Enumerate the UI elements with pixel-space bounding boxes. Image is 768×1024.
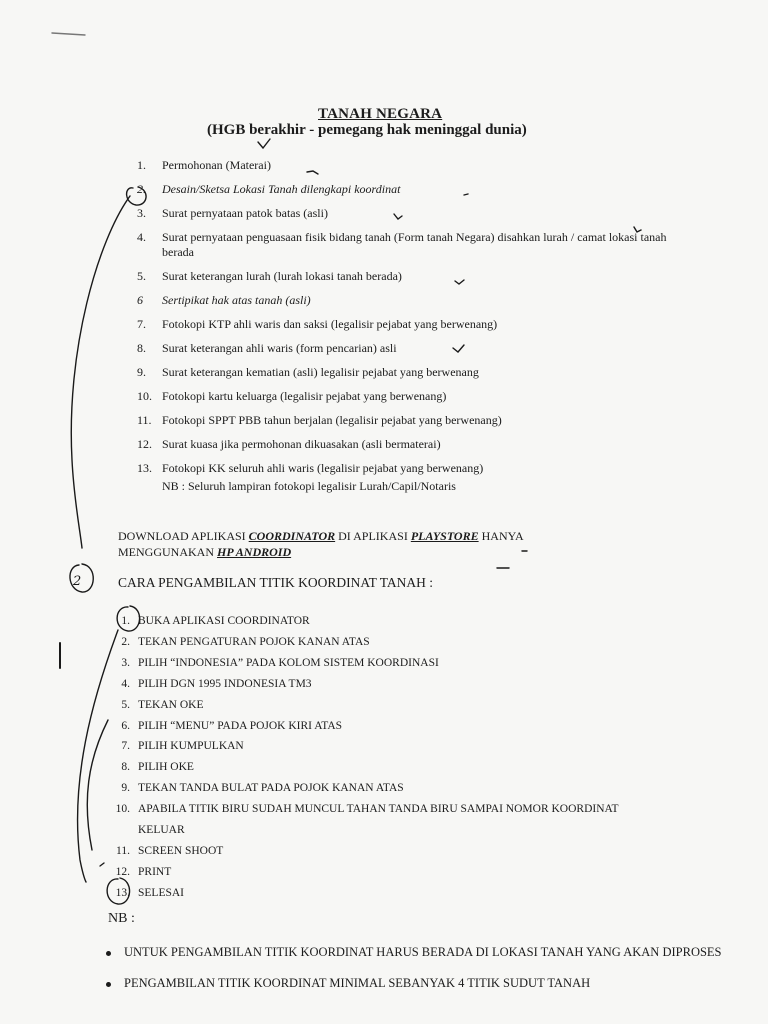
- step-text: TEKAN OKE: [138, 698, 204, 711]
- step-number: 10.: [115, 803, 130, 816]
- step-number: 13.: [115, 886, 130, 899]
- bracket-line: [71, 196, 130, 548]
- step-number: 12.: [115, 865, 130, 878]
- device-name: HP ANDROID: [217, 544, 292, 559]
- item-number: 13.: [137, 461, 152, 475]
- step-bracket-line-2: [87, 720, 108, 850]
- check-mark-icon: [307, 171, 318, 174]
- item-text: Surat keterangan kematian (asli) legalisir pejabat yang berwenang: [162, 365, 479, 379]
- download-text-1: DOWNLOAD APLIKASI: [118, 529, 249, 543]
- step-bracket-line: [78, 630, 118, 882]
- step-number: 11.: [116, 844, 130, 857]
- check-mark-icon: [258, 139, 270, 148]
- step-number: 8.: [121, 761, 130, 774]
- step-text: BUKA APLIKASI COORDINATOR: [138, 615, 310, 627]
- step-number: 9.: [121, 782, 130, 795]
- step-text: PILIH OKE: [138, 761, 194, 774]
- lampiran-note: NB : Seluruh lampiran fotokopi legalisir Lurah/Capil/Notaris: [162, 479, 456, 493]
- item-text: Sertipikat hak atas tanah (asli): [162, 293, 311, 307]
- item-text: Fotokopi SPPT PBB tahun berjalan (legalisir pejabat yang berwenang): [162, 413, 502, 427]
- note-item: UNTUK PENGAMBILAN TITIK KOORDINAT HARUS BERADA DI LOKASI TANAH YANG AKAN DIPROSES: [104, 942, 724, 963]
- step-13-circle: [107, 878, 129, 904]
- step-text: SELESAI: [138, 886, 184, 899]
- page-title: TANAH NEGARA: [318, 106, 443, 122]
- step-number: 1.: [121, 615, 130, 627]
- step-number: 3.: [121, 656, 130, 669]
- item-text: Fotokopi KTP ahli waris dan saksi (legalisir pejabat yang berwenang): [162, 317, 498, 331]
- step-text: APABILA TITIK BIRU SUDAH MUNCUL TAHAN TANDA BIRU SAMPAI NOMOR KOORDINAT KELUAR: [138, 803, 619, 837]
- check-mark-icon: [394, 214, 402, 219]
- item-text: Desain/Sketsa Lokasi Tanah dilengkapi koordinat: [162, 182, 401, 196]
- step-text: PILIH “MENU” PADA POJOK KIRI ATAS: [138, 719, 343, 732]
- page-subtitle: (HGB berakhir - pemegang hak meninggal dunia): [207, 122, 527, 138]
- item-number: 3.: [137, 206, 146, 220]
- store-name: PLAYSTORE: [410, 529, 479, 543]
- step-text: SCREEN SHOOT: [138, 844, 224, 857]
- item-number: 8.: [137, 341, 146, 355]
- dash-mark: [100, 863, 104, 866]
- step-number: 5.: [121, 698, 130, 711]
- item-number: 9.: [137, 365, 146, 379]
- item-text: Fotokopi kartu keluarga (legalisir pejabat yang berwenang): [162, 389, 447, 403]
- item-text: Fotokopi KK seluruh ahli waris (legalisir pejabat yang berwenang): [162, 461, 484, 475]
- item-number: 7.: [137, 317, 146, 331]
- item-text: Surat kuasa jika permohonan dikuasakan (asli bermaterai): [162, 437, 441, 451]
- check-mark-icon: [464, 194, 468, 195]
- scan-mark: [52, 33, 85, 35]
- item-text: Surat keterangan ahli waris (form pencarian) asli: [162, 341, 397, 355]
- check-mark-icon: [634, 227, 641, 232]
- step-number: 4.: [121, 677, 130, 690]
- app-name: COORDINATOR: [248, 529, 336, 543]
- step-number: 2.: [121, 635, 130, 648]
- note-item: PENGAMBILAN TITIK KOORDINAT MINIMAL SEBANYAK 4 TITIK SUDUT TANAH: [104, 973, 724, 994]
- circled-number: 2: [73, 574, 82, 589]
- nb-heading: NB :: [108, 911, 135, 926]
- step-text: PILIH “INDONESIA” PADA KOLOM SISTEM KOORDINASI: [138, 656, 439, 669]
- step-text: PRINT: [138, 865, 172, 878]
- item-number: 2.: [137, 182, 146, 196]
- item-number: 6: [137, 293, 143, 307]
- step-text: PILIH KUMPULKAN: [138, 740, 244, 753]
- check-mark-icon: [455, 280, 464, 284]
- item-number: 1.: [137, 158, 146, 172]
- download-text-2: DI APLIKASI: [335, 529, 411, 543]
- step-number: 7.: [121, 740, 130, 753]
- check-mark-icon: [453, 345, 464, 352]
- item-number: 5.: [137, 269, 146, 283]
- step-number: 6.: [121, 719, 130, 732]
- item-text: Surat pernyataan penguasaan fisik bidang tanah (Form tanah Negara) disahkan lurah / camat lokasi tanah berada: [162, 230, 667, 259]
- steps-heading: CARA PENGAMBILAN TITIK KOORDINAT TANAH :: [118, 575, 434, 590]
- step-text: TEKAN TANDA BULAT PADA POJOK KANAN ATAS: [138, 782, 404, 795]
- step-text: PILIH DGN 1995 INDONESIA TM3: [138, 677, 312, 690]
- step-text: TEKAN PENGATURAN POJOK KANAN ATAS: [138, 635, 370, 648]
- item-text: Permohonan (Materai): [162, 158, 271, 172]
- item-text: Surat keterangan lurah (lurah lokasi tanah berada): [162, 269, 402, 283]
- step-1-circle: [117, 606, 139, 631]
- item-number: 11.: [137, 413, 152, 427]
- download-text-3: HANYA MENGGUNAKAN: [118, 529, 523, 559]
- item-number: 12.: [137, 437, 152, 451]
- item-text: Surat pernyataan patok batas (asli): [162, 206, 328, 220]
- item-number: 4.: [137, 230, 146, 244]
- item-number: 10.: [137, 389, 152, 403]
